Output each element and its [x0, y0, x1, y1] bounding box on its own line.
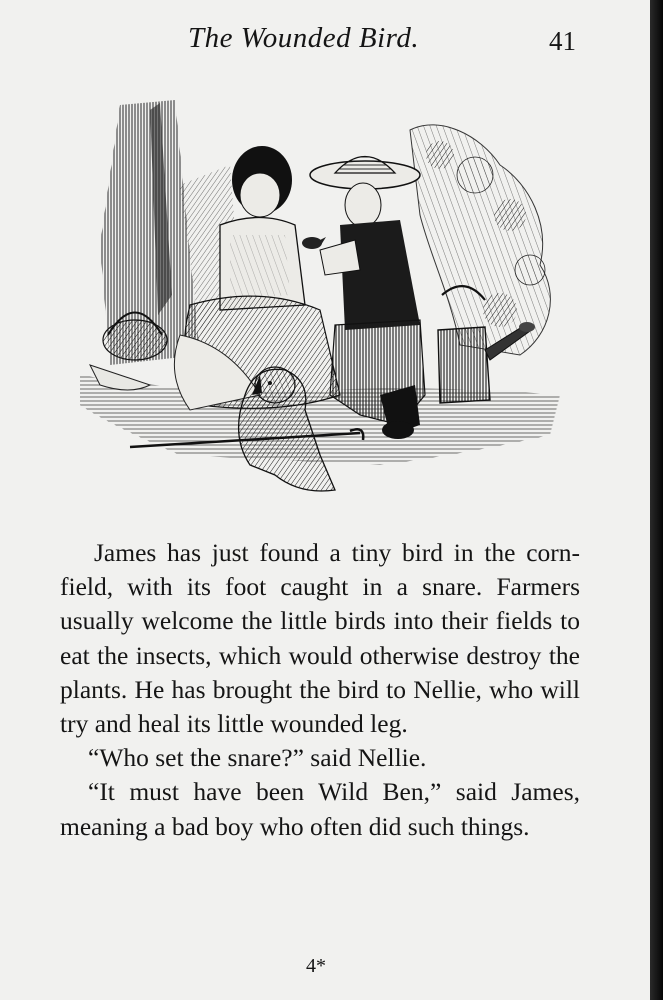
signature-mark: 4* — [306, 955, 326, 977]
body-text — [60, 536, 580, 844]
paragraph-3: “It must have been Wild Ben,” said James, meaning a bad boy who often did such things. — [60, 777, 580, 841]
paragraph-2: “Who set the snare?” said Nellie. — [88, 743, 427, 773]
basket — [90, 313, 167, 391]
running-title: The Wounded Bird. — [188, 22, 420, 54]
paragraph-1: James has just found a tiny bird in the corn-field, with its foot caught in a snare. Farmers usually welcome the little birds into their fields to eat the insects, which would otherwise destroy the plants. He has brought the bird to Nellie, who will try and heal its little wounded leg. — [60, 538, 580, 739]
illustration-engraving — [80, 95, 570, 505]
binding-edge — [650, 0, 663, 1000]
page-number: 41 — [549, 26, 576, 56]
foliage — [410, 125, 550, 355]
bird — [302, 237, 326, 249]
